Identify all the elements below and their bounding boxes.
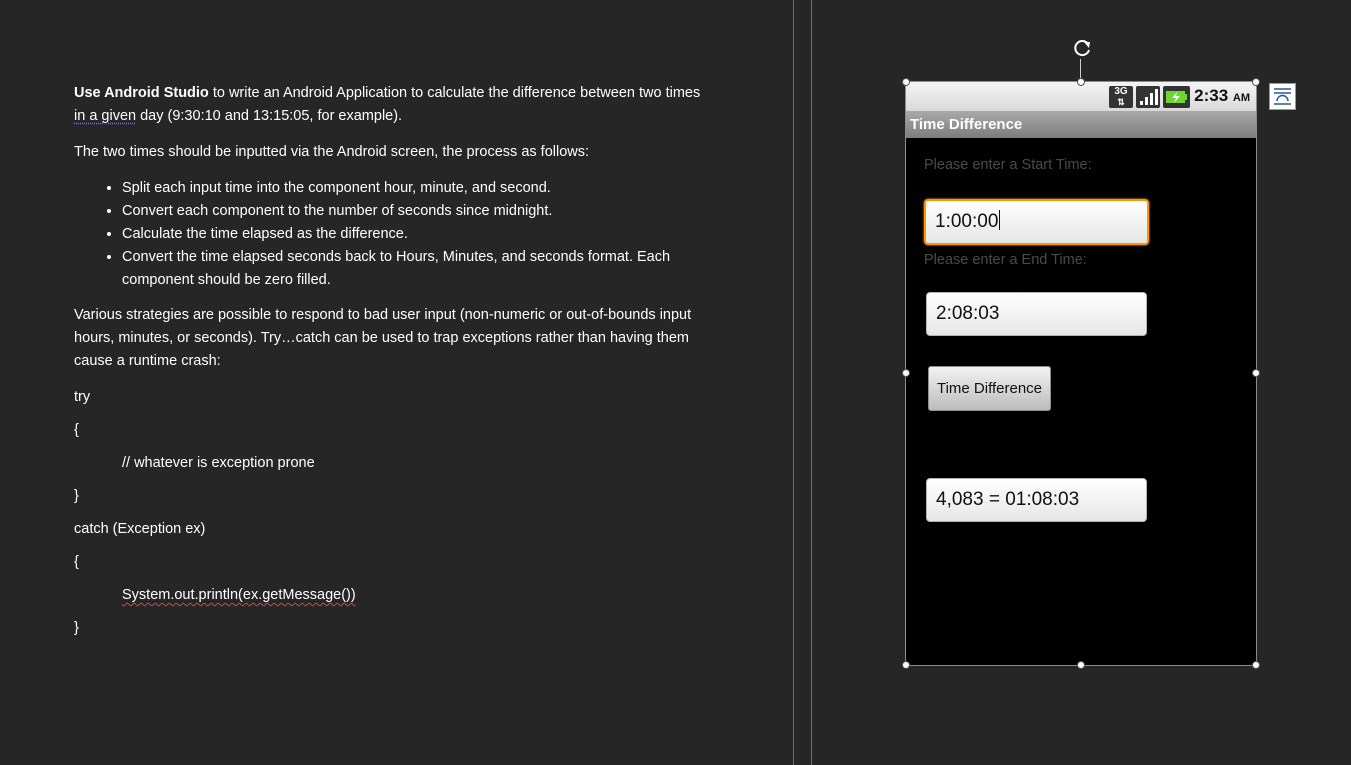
step-item: • Calculate the time elapsed as the difference.: [122, 223, 714, 246]
intro-underlined: in a given: [74, 108, 137, 124]
resize-handle-left[interactable]: [902, 369, 910, 377]
resize-handle-bottom-left[interactable]: [902, 661, 910, 669]
start-time-value: 1:00:00: [935, 211, 999, 232]
end-time-label: Please enter a End Time:: [924, 252, 1087, 268]
resize-handle-bottom-right[interactable]: [1252, 661, 1260, 669]
process-intro: The two times should be inputted via the Android screen, the process as follows:: [74, 144, 590, 160]
intro-paragraph: [74, 82, 714, 128]
step-item: • Convert each component to the number of seconds since midnight.: [122, 200, 714, 223]
code-close-brace-2: }: [74, 620, 79, 636]
signal-icon: [1136, 86, 1160, 108]
battery-charging-icon: [1163, 86, 1190, 108]
rotate-handle-icon[interactable]: [1071, 37, 1093, 59]
status-bar: [906, 82, 1256, 111]
result-value: 4,083 = 01:08:03: [936, 489, 1080, 510]
code-open-brace-2: {: [74, 554, 79, 570]
strategies-paragraph: Various strategies are possible to respond to bad user input (non-numeric or out-of-bounds input hours, minutes, or seconds). Try…catch can be used to trap exceptions rather than having them cause a runtime crash:: [74, 307, 692, 369]
clock-time: 2:33: [1194, 86, 1229, 105]
code-println-line: [74, 584, 714, 607]
end-time-input[interactable]: [926, 292, 1147, 336]
code-close-brace-1: }: [74, 488, 79, 504]
embedded-phone-image[interactable]: [906, 82, 1256, 665]
start-time-input[interactable]: [924, 199, 1149, 245]
code-println: System.out.println(ex.getMessage()): [122, 587, 356, 603]
app-title-bar: Time Difference: [906, 111, 1256, 138]
intro-bold: Use Android Studio: [74, 85, 209, 101]
resize-handle-top-left[interactable]: [902, 78, 910, 86]
resize-handle-bottom[interactable]: [1077, 661, 1085, 669]
code-try: try: [74, 389, 91, 405]
network-type-label: 3G: [1114, 86, 1128, 97]
code-comment: // whatever is exception prone: [122, 455, 315, 471]
clock-ampm: AM: [1232, 92, 1250, 104]
code-open-brace-1: {: [74, 422, 79, 438]
status-clock: [1194, 86, 1250, 106]
network-3g-icon: 3G ⇅: [1109, 86, 1133, 108]
page-edge-left: [793, 0, 794, 765]
time-difference-button[interactable]: Time Difference: [928, 366, 1051, 411]
result-field[interactable]: [926, 478, 1147, 522]
resize-handle-right[interactable]: [1252, 369, 1260, 377]
layout-options-icon: [1270, 84, 1295, 109]
step-item: • Convert the time elapsed seconds back to Hours, Minutes, and seconds format. Each component should be zero filled.: [122, 246, 714, 292]
resize-handle-top-right[interactable]: [1252, 78, 1260, 86]
end-time-value: 2:08:03: [936, 303, 1000, 324]
step-item: • Split each input time into the component hour, minute, and second.: [122, 177, 714, 200]
start-time-label: Please enter a Start Time:: [924, 157, 1092, 173]
text-cursor: [999, 210, 1000, 230]
resize-handle-top[interactable]: [1077, 78, 1085, 86]
document-body[interactable]: [74, 82, 714, 650]
intro-text-1: to write an Android Application to calculate the difference between two times: [208, 85, 701, 101]
code-catch: catch (Exception ex): [74, 521, 206, 537]
layout-options-button[interactable]: [1269, 83, 1296, 110]
steps-list: [74, 177, 714, 292]
intro-text-2: day (9:30:10 and 13:15:05, for example).: [136, 108, 403, 124]
